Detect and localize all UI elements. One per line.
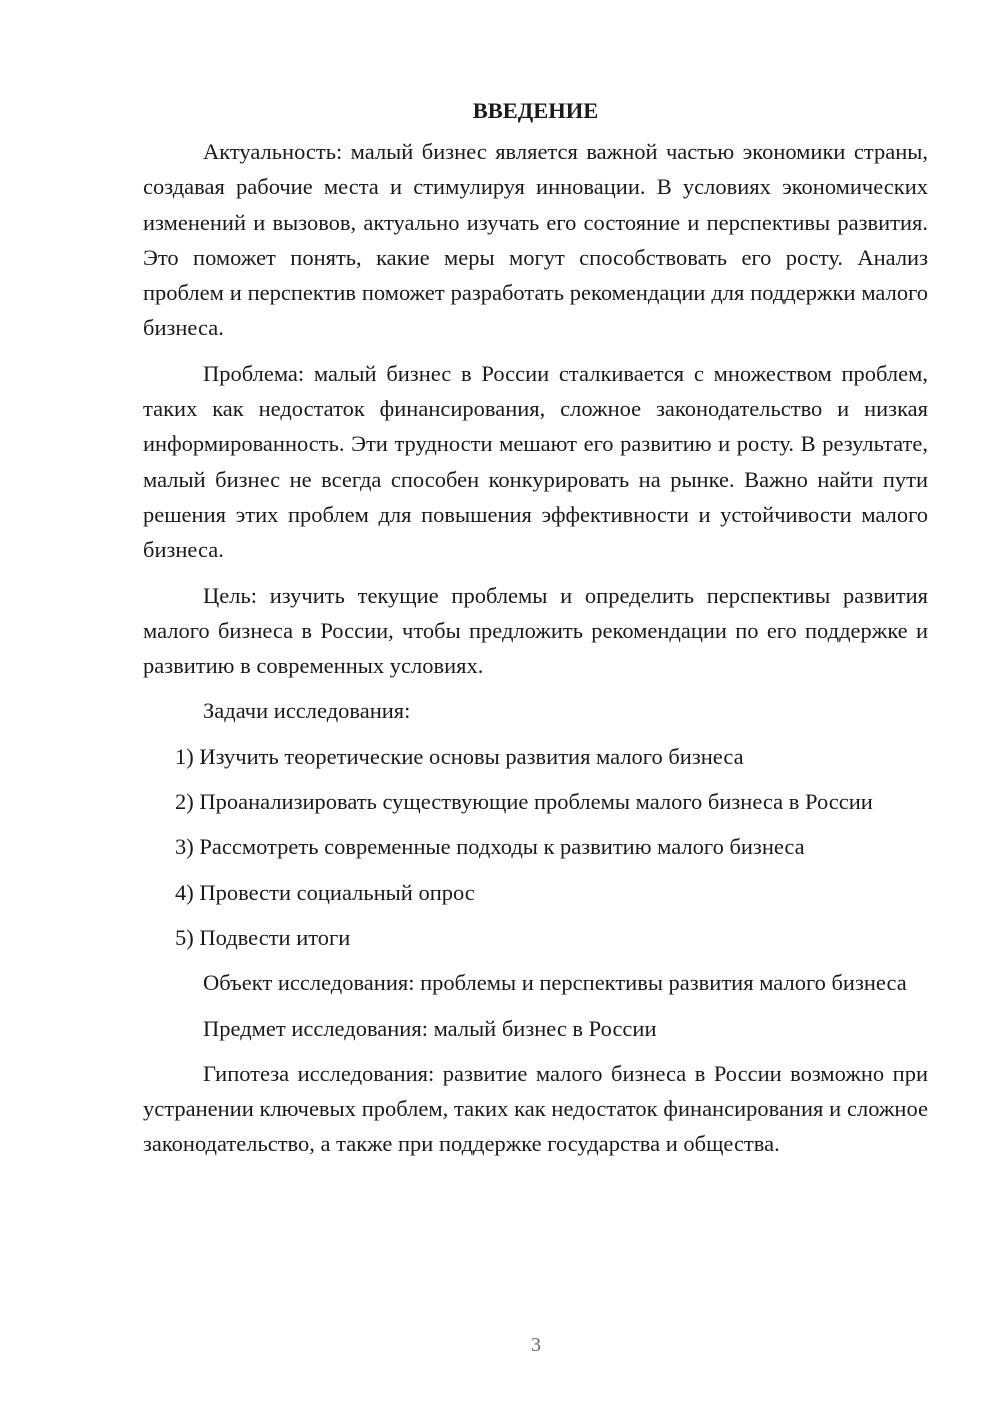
task-item-2: 2) Проанализировать существующие проблемы малого бизнеса в России (175, 789, 873, 815)
research-object-paragraph: Объект исследования: проблемы и перспективы развития малого бизнеса (203, 970, 907, 996)
research-subject-paragraph: Предмет исследования: малый бизнес в России (203, 1015, 657, 1041)
document-page (143, 94, 928, 1162)
goal-paragraph: Цель: изучить текущие проблемы и определить перспективы развития малого бизнеса в России, чтобы предложить рекомендации по его поддержке и развитию в современных условиях. (143, 582, 928, 679)
relevance-paragraph: Актуальность: малый бизнес является важной частью экономики страны, создавая рабочие места и стимулируя инновации. В условиях экономических изменений и вызовов, актуально изучать его состояние и перспективы развития. Это поможет понять, какие меры могут способствовать его росту. Анализ проблем и перспектив поможет разработать рекомендации для поддержки малого бизнеса. (143, 139, 928, 341)
tasks-heading: Задачи исследования: (203, 698, 411, 724)
page-title: ВВЕДЕНИЕ (472, 98, 599, 123)
problem-paragraph: Проблема: малый бизнес в России сталкивается с множеством проблем, таких как недостаток финансирования, сложное законодательство и низкая информированность. Эти трудности мешают его развитию и росту. В результате, малый бизнес не всегда способен конкурировать на рынке. Важно найти пути решения этих проблем для повышения эффективности и устойчивости малого бизнеса. (143, 360, 928, 563)
task-item-1: 1) Изучить теоретические основы развития малого бизнеса (175, 743, 744, 769)
task-item-5: 5) Подвести итоги (175, 924, 351, 950)
page-number: 3 (531, 1334, 541, 1356)
task-item-4: 4) Провести социальный опрос (175, 879, 475, 905)
task-item-3: 3) Рассмотреть современные подходы к развитию малого бизнеса (175, 834, 805, 860)
research-hypothesis-paragraph: Гипотеза исследования: развитие малого бизнеса в России возможно при устранении ключевых проблем, таких как недостаток финансирования и сложное законодательство, а также при поддержке государства и общества. (143, 1060, 928, 1157)
